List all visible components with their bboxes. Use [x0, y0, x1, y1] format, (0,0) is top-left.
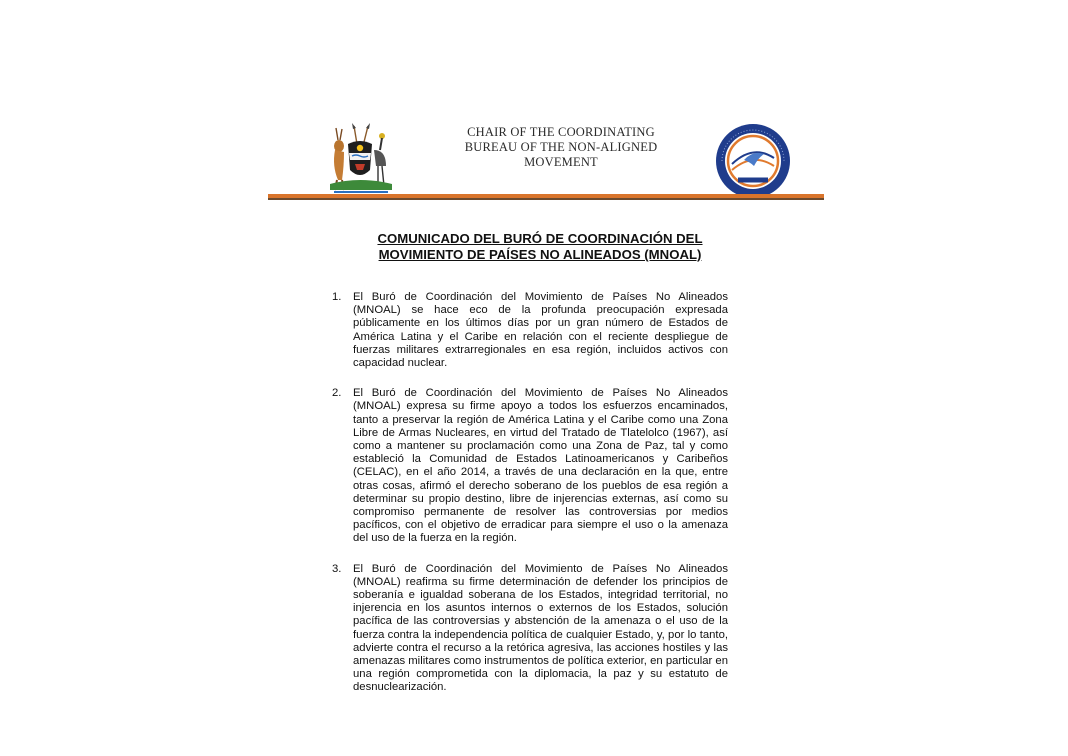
letterhead [268, 110, 824, 202]
paragraph-text: El Buró de Coordinación del Movimiento de Países No Alineados (MNOAL) expresa su firme apoyo a todos los esfuerzos encaminados, tanto a preservar la región de América Latina y el Caribe como una Zona Libre de Armas Nucleares, en virtud del Tratado de Tlatelolco (1967), así como a mantener su proclamación como una Zona de Paz, tal y como estableció la Comunidad de Estados Latinoamericanos y Caribeños (CELAC), en el año 2014, a través de una declaración en la que, entre otras cosas, afirmó el derecho soberano de los pueblos de esa región a determinar su propio destino, libre de injerencias externas, así como su compromiso permanente de resolver las controversias por medios pacíficos, con el objetivo de erradicar para siempre el uso o la amenaza del uso de la fuerza en la región. [353, 387, 728, 545]
letterhead-title [418, 125, 704, 170]
letterhead-line-1: CHAIR OF THE COORDINATING [467, 125, 655, 139]
letterhead-rule-dark [268, 198, 824, 200]
uganda-coat-of-arms-icon [322, 120, 398, 196]
paragraph-list [332, 291, 728, 712]
letterhead-line-2: BUREAU OF THE NON-ALIGNED [464, 140, 658, 154]
paragraph-text: El Buró de Coordinación del Movimiento de Países No Alineados (MNOAL) reafirma su firme determinación de defender los principios de soberanía e igualdad soberana de los Estados, integridad territorial, no injerencia en los asuntos internos o externos de los Estados, solución pacífica de las controversias y abstención de la amenaza o el uso de la fuerza contra la independencia política de cualquier Estado, y, por lo tanto, advierte contra el recurso a la retórica agresiva, las acciones hostiles y las amenazas militares como instrumentos de política exterior, en particular en una región comprometida con la diplomacia, la paz y su estatuto de desnuclearización. [353, 562, 728, 694]
numbered-paragraph [332, 291, 728, 370]
numbered-paragraph [332, 387, 728, 545]
communique-heading [338, 231, 742, 263]
heading-line-2: MOVIMIENTO DE PAÍSES NO ALINEADOS (MNOAL) [378, 247, 702, 262]
nam-chair-seal-icon [714, 122, 792, 200]
heading-line-1: COMUNICADO DEL BURÓ DE COORDINACIÓN DEL [377, 231, 703, 246]
paragraph-text: El Buró de Coordinación del Movimiento de Países No Alineados (MNOAL) se hace eco de la profunda preocupación expresada públicamente en los últimos días por un gran número de Estados de América Latina y el Caribe en relación con el reciente despliegue de fuerzas militares extrarregionales en esa región, incluidos activos con capacidad nuclear. [353, 291, 728, 370]
letterhead-line-3: MOVEMENT [524, 155, 598, 169]
paragraph-number: 1. [332, 291, 342, 303]
numbered-paragraph [332, 563, 728, 695]
paragraph-number: 2. [332, 387, 342, 400]
paragraph-number: 3. [332, 562, 342, 575]
document-page [268, 110, 824, 694]
